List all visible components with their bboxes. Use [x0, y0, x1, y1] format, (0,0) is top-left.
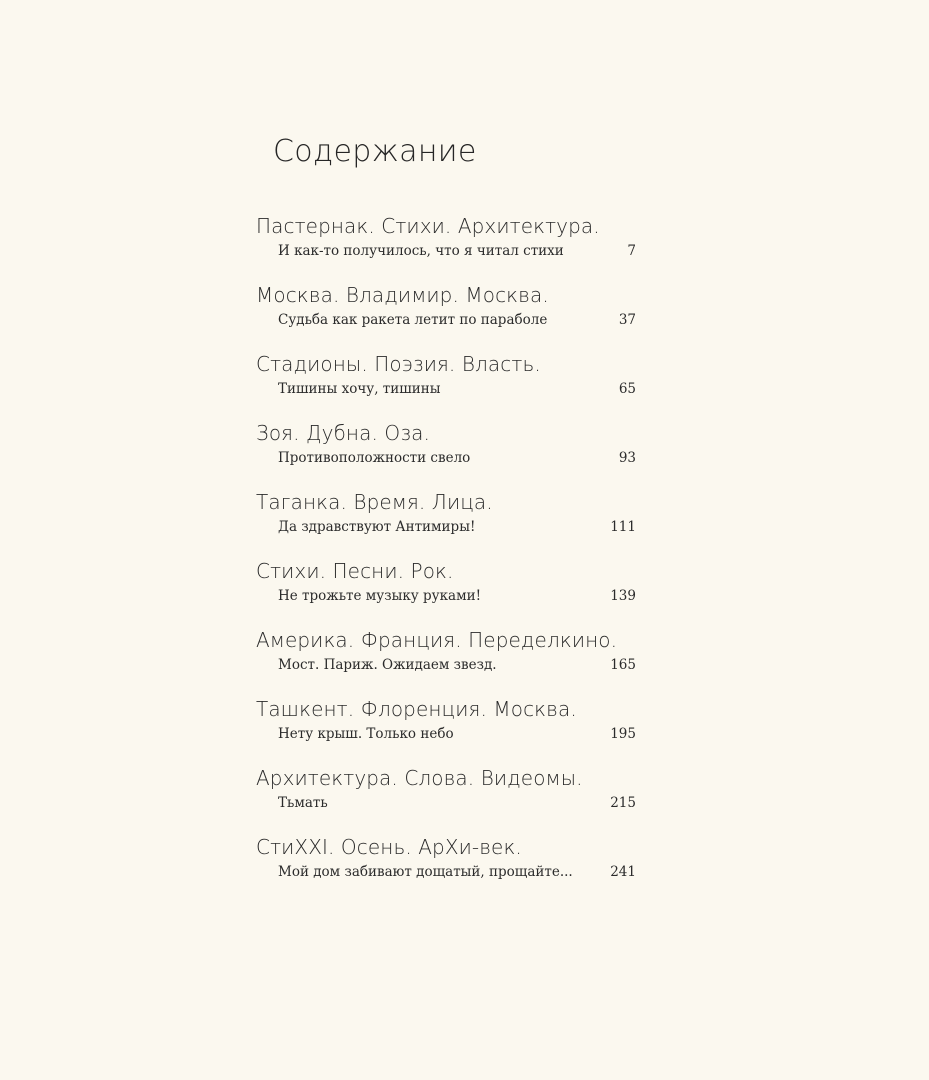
- entry-subtitle: Тишины хочу, тишины: [278, 381, 441, 397]
- toc-entry: [256, 419, 636, 488]
- toc-entry: [256, 695, 636, 764]
- entry-subtitle: Тьмать: [278, 795, 328, 811]
- page-title: Содержание: [273, 134, 477, 169]
- entry-subtitle: Судьба как ракета летит по параболе: [278, 312, 548, 328]
- table-of-contents: [256, 212, 636, 902]
- toc-entry: [256, 350, 636, 419]
- entry-subtitle: Мост. Париж. Ожидаем звезд.: [278, 657, 497, 673]
- entry-subtitle: Нету крыш. Только небо: [278, 726, 454, 742]
- entry-page-number: 93: [618, 450, 636, 466]
- entry-page-number: 195: [610, 726, 636, 742]
- entry-page-number: 65: [618, 381, 636, 397]
- entry-heading: Пастернак. Стихи. Архитектура.: [256, 214, 600, 238]
- entry-page-number: 215: [610, 795, 636, 811]
- entry-heading: Москва. Владимир. Москва.: [256, 283, 549, 307]
- entry-subtitle: Не трожьте музыку руками!: [278, 588, 482, 604]
- entry-heading: Зоя. Дубна. Оза.: [256, 421, 430, 445]
- entry-page-number: 7: [627, 243, 636, 259]
- toc-entry: [256, 557, 636, 626]
- toc-entry: [256, 764, 636, 833]
- toc-entry: [256, 488, 636, 557]
- entry-heading: Таганка. Время. Лица.: [256, 490, 493, 514]
- entry-heading: Стадионы. Поэзия. Власть.: [256, 352, 541, 376]
- toc-entry: [256, 626, 636, 695]
- entry-heading: Стихи. Песни. Рок.: [256, 559, 454, 583]
- toc-entry: [256, 212, 636, 281]
- entry-page-number: 37: [618, 312, 636, 328]
- entry-subtitle: Противоположности свело: [278, 450, 471, 466]
- entry-subtitle: Мой дом забивают дощатый, прощайте...: [278, 864, 573, 880]
- entry-page-number: 139: [610, 588, 636, 604]
- entry-page-number: 241: [610, 864, 636, 880]
- toc-entry: [256, 833, 636, 902]
- entry-page-number: 165: [610, 657, 636, 673]
- entry-heading: Америка. Франция. Переделкино.: [256, 628, 618, 652]
- entry-heading: СтиXXI. Осень. АрХи-век.: [256, 835, 522, 859]
- entry-subtitle: Да здравствуют Антимиры!: [278, 519, 476, 535]
- entry-heading: Архитектура. Слова. Видеомы.: [256, 766, 583, 790]
- entry-subtitle: И как-то получилось, что я читал стихи: [278, 243, 564, 259]
- toc-entry: [256, 281, 636, 350]
- entry-heading: Ташкент. Флоренция. Москва.: [256, 697, 577, 721]
- entry-page-number: 111: [610, 519, 636, 535]
